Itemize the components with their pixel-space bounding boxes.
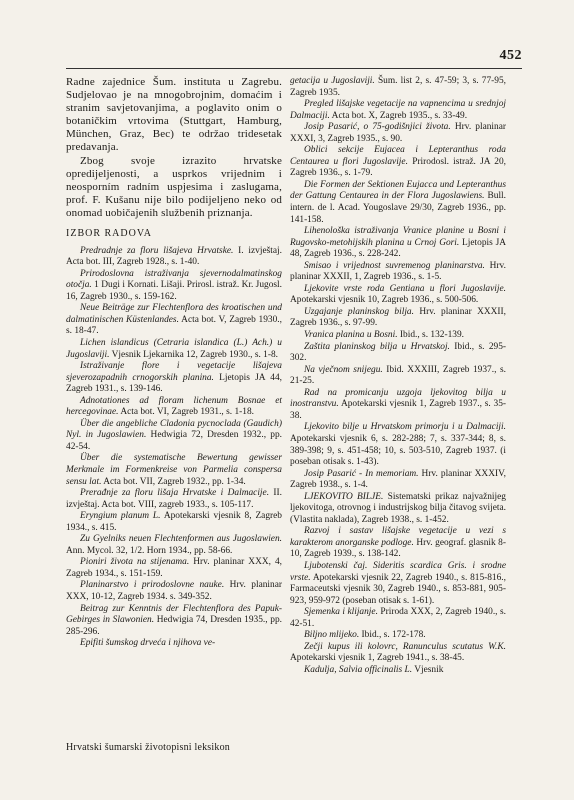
entry-details: Acta bot. VII, Zagreb 1932., pp. 1-34. xyxy=(101,476,246,487)
bibliography-entry xyxy=(66,338,282,361)
entry-title: Planinarstvo i prirodoslovne nauke. xyxy=(80,580,225,591)
entry-title: Zaštita planinskog bilja u Hrvatskoj. xyxy=(304,341,450,352)
bibliography-entry xyxy=(290,630,506,642)
entry-details: 1 Dugi i Kornati. Lišaji. Prirosl. istraž. Kr. Jugosl. 16, Zagreb 1930., s. 159-162. xyxy=(66,280,282,302)
entry-title: Smisao i vrijednost suvremenog planinarstva. xyxy=(304,260,485,271)
bibliography-entry xyxy=(66,269,282,304)
bibliography-entry xyxy=(66,361,282,396)
entry-title: Kadulja, Salvia officinalis L. xyxy=(304,664,413,675)
page-number: 452 xyxy=(499,48,522,63)
section-heading: IZBOR RADOVA xyxy=(66,228,152,240)
entry-title: Beitrag zur Kenntnis der Flechtenflora des Papuk-Gebirges in Slawonien. xyxy=(66,603,282,626)
entry-details: Hrv. planinar XXX, 10-12, Zagreb 1934. s. 349-352. xyxy=(66,580,282,602)
bibliography-entry xyxy=(66,488,282,511)
entry-details: Hedwigia 74, Dresden 1935., pp. 285-296. xyxy=(66,615,283,637)
bibliography-entry xyxy=(66,303,282,338)
right-column xyxy=(290,76,506,676)
entry-title: Lihenološka istraživanja Vranice planine u Bosni i Rugovsko-metohijskih planina u Crnoj Gori. xyxy=(290,226,506,248)
entry-title: Eryngium planum L. xyxy=(80,511,161,522)
entry-title: getacija u Jugoslaviji. xyxy=(290,76,375,86)
entry-details: Apotekarski vjesnik 8, Zagreb 1934., s. 415. xyxy=(66,511,282,533)
bibliography-entry xyxy=(66,511,282,534)
entry-details: I. izvještaj. Acta bot. III, Zagreb 1928., s. 1-40. xyxy=(66,245,282,268)
bibliography-entry xyxy=(66,246,282,269)
entry-details: Ibid. XXXIII, Zagreb 1937., s. 21-25. xyxy=(290,364,506,387)
entry-title: Rad na promicanju uzgoja ljekovitog bilja u inostranstvu. xyxy=(290,387,506,410)
bibliography-entry xyxy=(290,492,506,527)
entry-title: Vranica planina u Bosni. xyxy=(304,330,398,341)
bibliography-entry xyxy=(290,226,506,261)
entry-details: Sistematski prikaz najvažnijeg ljekovitoga, otrovnog i industrijskog bilja čitavog svijeta. (Vlastita naklada), Zagreb 1938., s. 1-452. xyxy=(290,491,506,525)
bibliography-entry xyxy=(290,642,506,665)
entry-title: Razvoj i sastav lišajske vegetacije u vezi s karakterom anorganske podloge. xyxy=(290,526,506,548)
bibliography-entry xyxy=(66,580,282,603)
bibliography-entry xyxy=(290,284,506,307)
bibliography-entry xyxy=(290,261,506,284)
entry-title: Ljubotenski čaj. Sideritis scardica Gris. i srodne vrste. xyxy=(290,560,506,583)
entry-details: Ibid., s. 295-302. xyxy=(290,341,507,364)
bibliography-entry xyxy=(290,180,506,226)
bibliography-entry xyxy=(290,145,506,180)
entry-details: Hrv. planinar XXXIV, Zagreb 1938., s. 1-4. xyxy=(290,468,506,491)
entry-title: Pioniri života na stijenama. xyxy=(80,557,190,568)
bibliography-entry xyxy=(66,534,282,557)
works-list-left xyxy=(66,246,282,650)
entry-title: Pregled lišajske vegetacije na vapnencima u srednjoj Dalmaciji. xyxy=(290,99,506,121)
bibliography-entry xyxy=(290,469,506,492)
entry-details: Hrv. planinar XXX, 4, Zagreb 1934., s. 151-159. xyxy=(66,557,282,579)
entry-details: Hrv. planinar XXXI, 3, Zagreb 1935., s. 90. xyxy=(290,122,507,144)
entry-title: LJEKOVITO BILJE. xyxy=(304,491,384,502)
entry-title: Josip Pasarić - In memoriam. xyxy=(304,468,419,479)
entry-details: Apotekarski vjesnik 10, Zagreb 1936., s. 500-506. xyxy=(290,295,479,306)
bibliography-entry xyxy=(290,342,506,365)
bibliography-entry xyxy=(290,422,506,468)
entry-title: Istraživanje flore i vegetacije lišajeva sjeverozapadnih crnogorskih planina. xyxy=(66,361,282,383)
entry-details: Hrv. geograf. glasnik 8-10, Zagreb 1939., s. 138-142. xyxy=(290,537,506,560)
entry-details: Acta bot. X, Zagreb 1935., s. 33-49. xyxy=(329,110,468,121)
entry-details: Bull. intern. de l. Acad. Yougoslave 29/30, Zagreb 1936., pp. 141-158. xyxy=(290,191,506,225)
bibliography-entry xyxy=(290,307,506,330)
entry-details: II. izvještaj. Acta bot. VIII, zagreb 1933., s. 105-117. xyxy=(66,488,282,510)
entry-details: Apotekarski vjesnik 1, Zagreb 1937., s. 35-38. xyxy=(290,399,506,421)
bibliography-entry xyxy=(290,526,506,561)
entry-details: Vjesnik Ljekarnika 12, Zagreb 1930., s. 1-8. xyxy=(109,349,279,360)
footer-text: Hrvatski šumarski životopisni leksikon xyxy=(66,742,230,753)
entry-title: Ljekovito bilje u Hrvatskom primorju i u Dalmaciji. xyxy=(304,422,506,433)
bibliography-entry xyxy=(66,396,282,419)
bio-paragraph-1: Radne zajednice Šum. instituta u Zagrebu. Sudjelovao je na mnogobrojnim, domaćim i stranim savjetovanjima, a poglavito onim o botaničkim vrtovima (Stuttgart, Hamburg, München, Graz, Bec) te održao tridesetak predavanja. xyxy=(66,76,282,154)
bibliography-entry xyxy=(290,561,506,607)
entry-details: Ljetopis JA 48, Zagreb 1936., s. 228-242. xyxy=(290,237,506,260)
entry-title: Sjemenka i klijanje. xyxy=(304,607,378,618)
works-list-right xyxy=(290,76,506,676)
bibliography-entry xyxy=(290,122,506,145)
entry-details: Vjesnik xyxy=(412,664,444,675)
entry-details: Hrv. planinar XXXII, Zagreb 1936., s. 97-99. xyxy=(290,306,507,329)
entry-details: Prirodosl. istraž. JA 20, Zagreb 1936., s. 1-79. xyxy=(290,156,506,179)
entry-title: Epifiti šumskog drveća i njihova ve- xyxy=(80,638,216,649)
entry-details: Apotekarski vjesnik 6, s. 282-288; 7, s. 337-344; 8, s. 389-398; 9, s. 451-458; 10, s. 503-510, Zagreb 1937. (i poseban otisak s. 1-43). xyxy=(290,433,506,468)
bibliography-entry xyxy=(290,76,506,99)
entry-details: Ibid., s. 132-139. xyxy=(397,330,464,341)
entry-details: Acta bot. VI, Zagreb 1931., s. 1-18. xyxy=(118,407,254,418)
entry-details: Acta bot. V, Zagreb 1930., s. 18-47. xyxy=(66,314,282,337)
entry-title: Na vječnom snijegu. xyxy=(304,364,383,375)
entry-details: Hrv. planinar XXXII, 1, Zagreb 1936., s. 1-5. xyxy=(290,260,506,283)
entry-title: Neue Beiträge zur Flechtenflora des kroatischen und dalmatinischen Küstenlandes. xyxy=(66,303,282,325)
entry-title: Uzgajanje planinskog bilja. xyxy=(304,306,414,317)
entry-details: Ibid., s. 172-178. xyxy=(359,630,426,641)
bio-paragraph-2: Zbog svoje izrazito hrvatske opredijeljenosti, a usprkos vrijednim i neosporním radním uspjesima i zaslugama, prof. F. Kušanu nije bilo podijeljeno neko od onomad uobičajenih službenih priznanja. xyxy=(66,154,282,219)
bibliography-entry xyxy=(290,330,506,342)
left-column xyxy=(66,76,282,650)
entry-details: Apotekarski vjesnik 22, Zagreb 1940., s. 815-816., Farmaceutski vjesnik 30, Zagreb 1940., s. 853-881, 905-923, 959-972 (poseban otisak s. 1-61). xyxy=(290,572,506,606)
bibliography-entry xyxy=(290,665,506,677)
header-rule xyxy=(66,68,522,69)
entry-details: Apotekarski vjesnik 1, Zagreb 1941., s. 38-45. xyxy=(290,653,465,664)
entry-title: Zu Gyelniks neuen Flechtenformen aus Jugoslawien. xyxy=(80,534,282,545)
entry-title: Zečji kupus ili kolovrc, Ranunculus scutatus W.K. xyxy=(304,641,506,652)
entry-title: Über die systematische Bewertung gewisser Merkmale im Formenkreise von Parmelia conspersa sensu lat. xyxy=(66,453,282,487)
entry-title: Über die angebliche Cladonia pycnoclada (Gaudich) Nyl. in Jugoslawien. xyxy=(66,418,282,441)
entry-details: Ljetopis JA 44, Zagreb 1931., s. 139-146. xyxy=(66,372,282,395)
entry-title: Die Formen der Sektionen Eujacca und Lepteranthus der Gattung Centaurea in der Flora Jugoslawiens. xyxy=(290,179,506,202)
entry-title: Predradnje za floru lišajeva Hrvatske. xyxy=(80,245,234,256)
bibliography-entry xyxy=(290,99,506,122)
entry-details: Šum. list 2, s. 47-59; 3, s. 77-95, Zagreb 1935. xyxy=(290,76,506,98)
entry-title: Josip Pasarić, o 75-godišnjici života. xyxy=(304,122,451,133)
entry-title: Ljekovite vrste roda Gentiana u flori Jugoslavije. xyxy=(304,283,506,294)
bibliography-entry xyxy=(66,453,282,488)
entry-details: Ann. Mycol. 32, 1/2. Horn 1934., pp. 58-66. xyxy=(66,545,233,556)
bibliography-entry xyxy=(66,419,282,454)
entry-details: Hedwigia 72, Dresden 1932., pp. 42-54. xyxy=(66,430,283,452)
bibliography-entry xyxy=(66,557,282,580)
bibliography-entry xyxy=(290,607,506,630)
bibliography-entry xyxy=(66,604,282,639)
entry-title: Adnotationes ad floram lichenum Bosnae et hercegovinae. xyxy=(66,395,282,418)
entry-title: Lichen islandicus (Cetraria islandica (L.) Ach.) u Jugoslaviji. xyxy=(66,337,282,360)
entry-details: Priroda XXX, 2, Zagreb 1940., s. 42-51. xyxy=(290,607,506,629)
entry-title: Prirodoslovna istraživanja sjevernodalmatinskog otočja. xyxy=(66,268,282,291)
bibliography-entry xyxy=(290,365,506,388)
bibliography-entry xyxy=(290,388,506,423)
entry-title: Prerađnje za floru lišaja Hrvatske i Dalmacije. xyxy=(80,488,270,499)
entry-title: Biljno mlijeko. xyxy=(304,630,360,641)
entry-title: Oblici sekcije Eujacea i Lepteranthus roda Centaurea u flori Jugoslavije. xyxy=(290,145,506,167)
bibliography-entry xyxy=(66,638,282,650)
